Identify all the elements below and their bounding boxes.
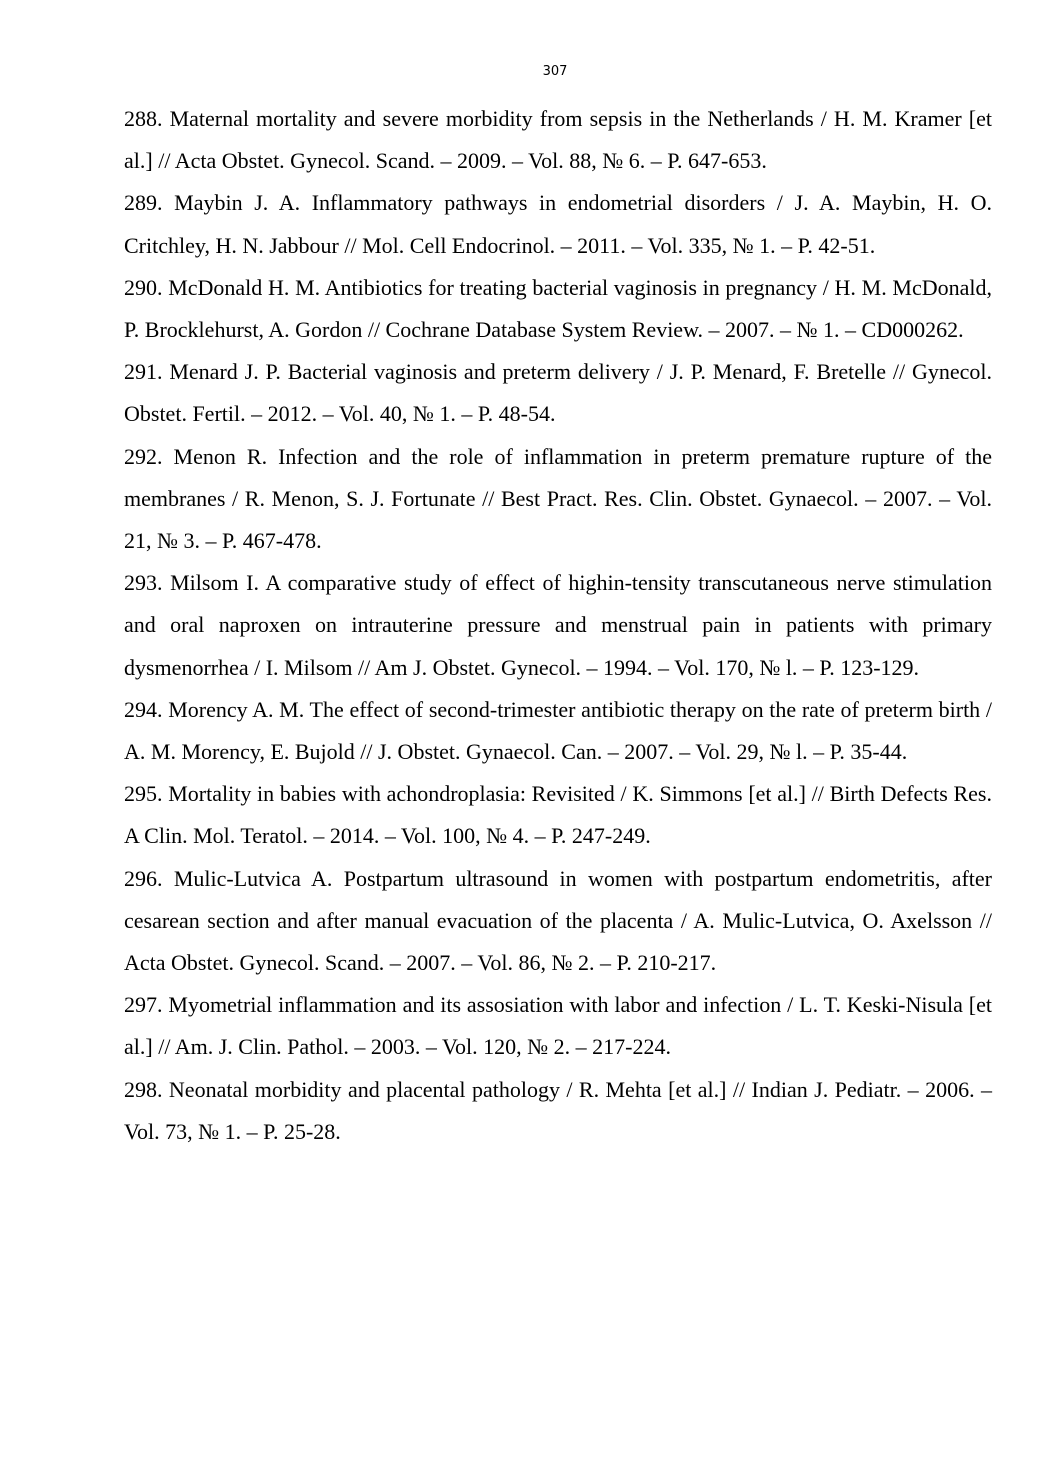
reference-item: 290. McDonald H. M. Antibiotics for treating bacterial vaginosis in pregnancy / H. M. McDonald, P. Brocklehurst, A. Gordon // Cochrane Database System Review. – 2007. – № 1. – CD000262. xyxy=(124,274,992,343)
reference-item: 292. Menon R. Infection and the role of inflammation in preterm premature rupture of the membranes / R. Menon, S. J. Fortunate // Best Pract. Res. Clin. Obstet. Gynaecol. – 2007. – Vol. 21, № 3. – P. 467-478. xyxy=(124,443,992,554)
reference-item: 298. Neonatal morbidity and placental pathology / R. Mehta [et al.] // Indian J. Pediatr. – 2006. – Vol. 73, № 1. – P. 25-28. xyxy=(124,1076,992,1144)
reference-item: 288. Maternal mortality and severe morbidity from sepsis in the Netherlands / H. M. Kramer [et al.] // Acta Obstet. Gynecol. Scand. – 2009. – Vol. 88, № 6. – P. 647-653. xyxy=(124,106,992,174)
reference-item: 289. Maybin J. A. Inflammatory pathways in endometrial disorders / J. A. Maybin, H. O. Critchley, H. N. Jabbour // Mol. Cell Endocrinol. – 2011. – Vol. 335, № 1. – P. 42-51. xyxy=(124,190,992,258)
reference-item: 297. Myometrial inflammation and its assosiation with labor and infection / L. T. Keski-Nisula [et al.] // Am. J. Clin. Pathol. – 2003. – Vol. 120, № 2. – 217-224. xyxy=(124,992,992,1060)
reference-item: 295. Mortality in babies with achondroplasia: Revisited / K. Simmons [et al.] // Birth Defects Res. A Clin. Mol. Teratol. – 2014. – Vol. 100, № 4. – P. 247-249. xyxy=(124,781,992,849)
reference-item: 294. Morency A. M. The effect of second-trimester antibiotic therapy on the rate of preterm birth / A. M. Morency, E. Bujold // J. Obstet. Gynaecol. Can. – 2007. – Vol. 29, № l. – P. 35-44. xyxy=(124,696,992,765)
reference-item: 296. Mulic-Lutvica A. Postpartum ultrasound in women with postpartum endometritis, after cesarean section and after manual evacuation of the placenta / A. Mulic-Lutvica, O. Axelsson // Acta Obstet. Gynecol. Scand. – 2007. – Vol. 86, № 2. – P. 210-217. xyxy=(124,865,992,976)
reference-list xyxy=(124,98,992,1153)
page-number: 307 xyxy=(542,64,568,79)
reference-item: 291. Menard J. P. Bacterial vaginosis and preterm delivery / J. P. Menard, F. Bretelle // Gynecol. Obstet. Fertil. – 2012. – Vol. 40, № 1. – P. 48-54. xyxy=(124,359,992,427)
reference-item: 293. Milsom I. A comparative study of effect of highin-tensity transcutaneous nerve stimulation and oral naproxen on intrauterine pressure and menstrual pain in patients with primary dysmenorrhea / I. Milsom // Am J. Obstet. Gynecol. – 1994. – Vol. 170, № l. – P. 123-129. xyxy=(124,570,992,680)
